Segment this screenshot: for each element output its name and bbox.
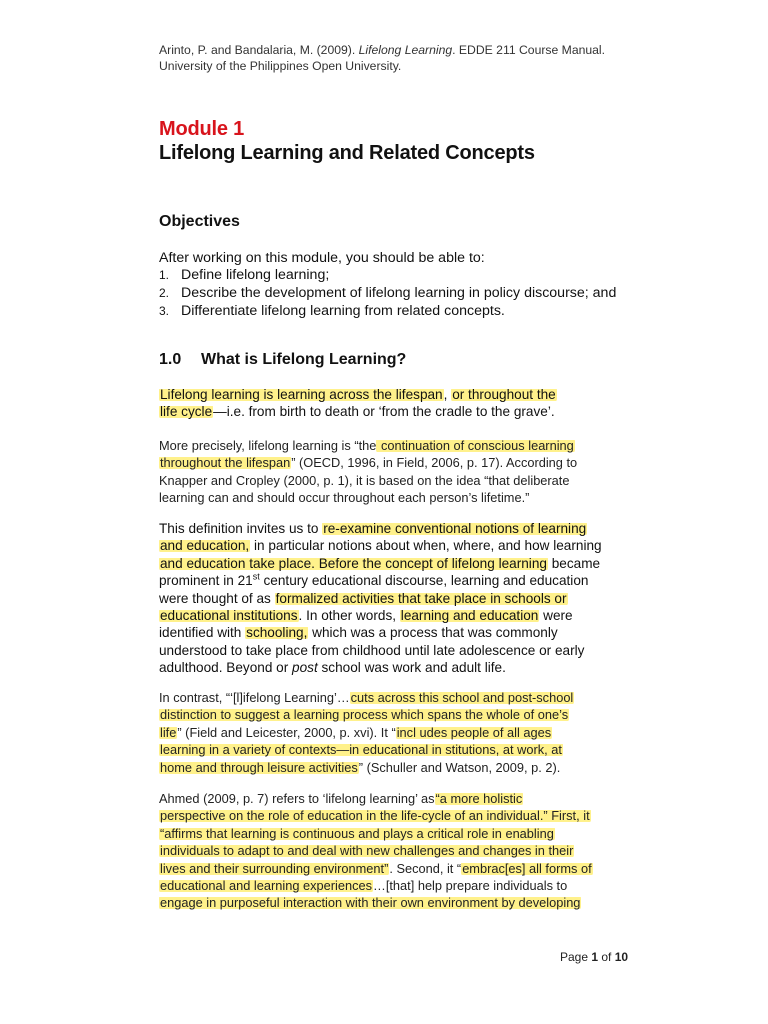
section-number: 1.0 [159,351,182,368]
citation-line-2: University of the Philippines Open University. [159,59,402,73]
page-number: Page 1 of 10 [560,950,629,964]
citation-header [159,42,719,74]
objective-item: 2. Describe the development of lifelong learning in policy discourse; and [159,285,617,301]
paragraph-4: In contrast, “‘[l]ifelong Learning’…cuts across this school and post-school distinction to suggest a learning process which spans the whole of one’s life” (Field and Leicester, 2000, p. xvi). It “incl udes people of all ages learning in a variety of contexts—in educational in stitutions, at work, at home and through leisure activities” (Schuller and Watson, 2009, p. 2). [159,690,574,775]
objectives-heading: Objectives [159,213,240,230]
paragraph-2: More precisely, lifelong learning is “the continuation of conscious learning throughout the lifespan” (OECD, 1996, in Field, 2006, p. 17). According to Knapper and Cropley (2000, p. 1), it is based on the idea “that deliberate learning can and should occur throughout each person’s lifetime.” [159,438,578,506]
section-title: What is Lifelong Learning? [201,351,407,368]
objective-item: 1. Define lifelong learning; [159,267,330,283]
objective-item: 3. Differentiate lifelong learning from related concepts. [159,303,505,319]
module-label: Module 1 [159,118,245,140]
citation-title: Lifelong Learning [358,43,453,57]
paragraph-5: Ahmed (2009, p. 7) refers to ‘lifelong learning’ as“a more holistic perspective on the role of education in the life-cycle of an individual.” First, it “affirms that learning is continuous and plays a critical role in enabling individuals to adapt to and deal with new challenges and changes in their lives and their surrounding environment”. Second, it “embrac[es] all forms of educational and learning experiences…[that] help prepare individuals to engage in purposeful interaction with their own environment by developing [159,791,592,911]
citation-line-1: Arinto, P. and Bandalaria, M. (2009). Lifelong Learning. EDDE 211 Course Manual. [159,43,606,57]
objectives-intro: After working on this module, you should be able to: [159,250,485,266]
objectives-list [159,266,616,320]
section-heading [159,351,406,369]
paragraph-3: This definition invites us to re-examine conventional notions of learning and education, in particular notions about when, where, and how learning and education take place. Before the concept of lifelong learning became prominent in 21st century educational discourse, learning and education were thought of as formalized activities that take place in schools or educational institutions. In other words, learning and education were identified with schooling, which was a process that was commonly understood to take place from childhood until late adolescence or early adulthood. Beyond or post school was work and adult life. [159,521,602,676]
module-title: Lifelong Learning and Related Concepts [159,142,535,164]
paragraph-1: Lifelong learning is learning across the lifespan, or throughout the life cycle—i.e. from birth to death or ‘from the cradle to the grave’. [160,387,556,420]
